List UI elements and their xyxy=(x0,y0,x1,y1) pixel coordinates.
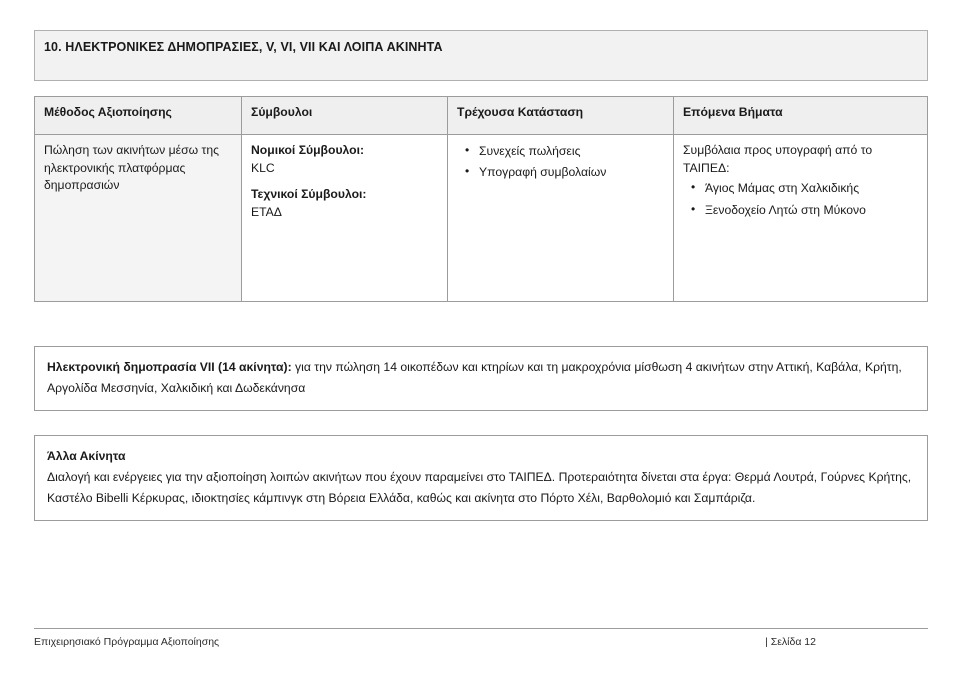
section-title-box xyxy=(34,30,928,81)
cell-current-status xyxy=(448,135,674,302)
page-footer xyxy=(34,628,928,648)
current-status-list xyxy=(457,142,665,185)
list-item: • Ξενοδοχείο Λητώ στη Μύκονο xyxy=(705,201,919,222)
page-title: 10. ΗΛΕΚΤΡΟΝΙΚΕΣ ΔΗΜΟΠΡΑΣΙΕΣ, V, VI, VII ΚΑΙ ΛΟΙΠΑ ΑΚΙΝΗΤΑ xyxy=(44,40,443,54)
cell-advisors xyxy=(242,135,448,302)
other-properties-note-box xyxy=(34,435,928,521)
next-steps-lead: Συμβόλαια προς υπογραφή από το ΤΑΙΠΕΔ: xyxy=(683,143,873,175)
technical-advisors-label: Τεχνικοί Σύμβουλοι: xyxy=(251,187,367,202)
other-properties-body: Διαλογή και ενέργειες για την αξιοποίηση λοιπών ακινήτων που έχουν παραμείνει στο ΤΑΙΠΕΔ. Προτεραιότητα δίνεται στα έργα: Θερμά Λουτρά, Γούρνες Κρήτης, Καστέλο Bibelli Κέρκυρας, ιδιοκτησίες κάμπινγκ στη Βόρεια Ελλάδα, καθώς και ακίνητα στο Πόρτο Χέλι, Βαρθολομιό και Σαμπάριζα. xyxy=(47,469,912,505)
cell-next-steps xyxy=(674,135,928,302)
column-header-advisors: Σύμβουλοι xyxy=(242,97,448,135)
table-header xyxy=(35,97,928,135)
column-header-next-steps: Επόμενα Βήματα xyxy=(674,97,928,135)
footer-document-name: Επιχειρησιακό Πρόγραμμα Αξιοποίησης xyxy=(34,636,220,648)
list-item: • Άγιος Μάμας στη Χαλκιδικής xyxy=(705,179,919,200)
next-steps-list xyxy=(683,179,919,222)
auction-note-heading: Ηλεκτρονική δημοπρασία VII (14 ακίνητα): xyxy=(47,360,292,374)
legal-advisors-label: Νομικοί Σύμβουλοι: xyxy=(251,143,365,157)
list-item: • Συνεχείς πωλήσεις xyxy=(479,142,665,163)
column-header-current-status: Τρέχουσα Κατάσταση xyxy=(448,97,674,135)
footer-row xyxy=(34,629,928,648)
cell-method: Πώληση των ακινήτων μέσω της ηλεκτρονικής πλατφόρμας δημοπρασιών xyxy=(35,135,242,302)
column-header-method: Μέθοδος Αξιοποίησης xyxy=(35,97,242,135)
utilization-method-table xyxy=(34,96,928,302)
table-row xyxy=(35,135,928,302)
auction-note-body: για την πώληση 14 οικοπέδων και κτηρίων και τη μακροχρόνια μίσθωση 4 ακινήτων στην Αττική, Καβάλα, Κρήτη, Αργολίδα Μεσσηνία, Χαλκιδική και Δωδεκάνησα xyxy=(47,360,902,395)
auction-note-box xyxy=(34,346,928,411)
table-header-row xyxy=(35,97,928,135)
technical-advisors-value: ΕΤΑΔ xyxy=(251,205,282,220)
table-body xyxy=(35,135,928,302)
advisors-spacer xyxy=(251,177,439,186)
legal-advisors-value: KLC xyxy=(251,160,275,175)
footer-page-number: | Σελίδα 12 xyxy=(765,636,816,648)
other-properties-heading: Άλλα Ακίνητα xyxy=(47,448,126,463)
list-item: • Υπογραφή συμβολαίων xyxy=(479,163,665,184)
